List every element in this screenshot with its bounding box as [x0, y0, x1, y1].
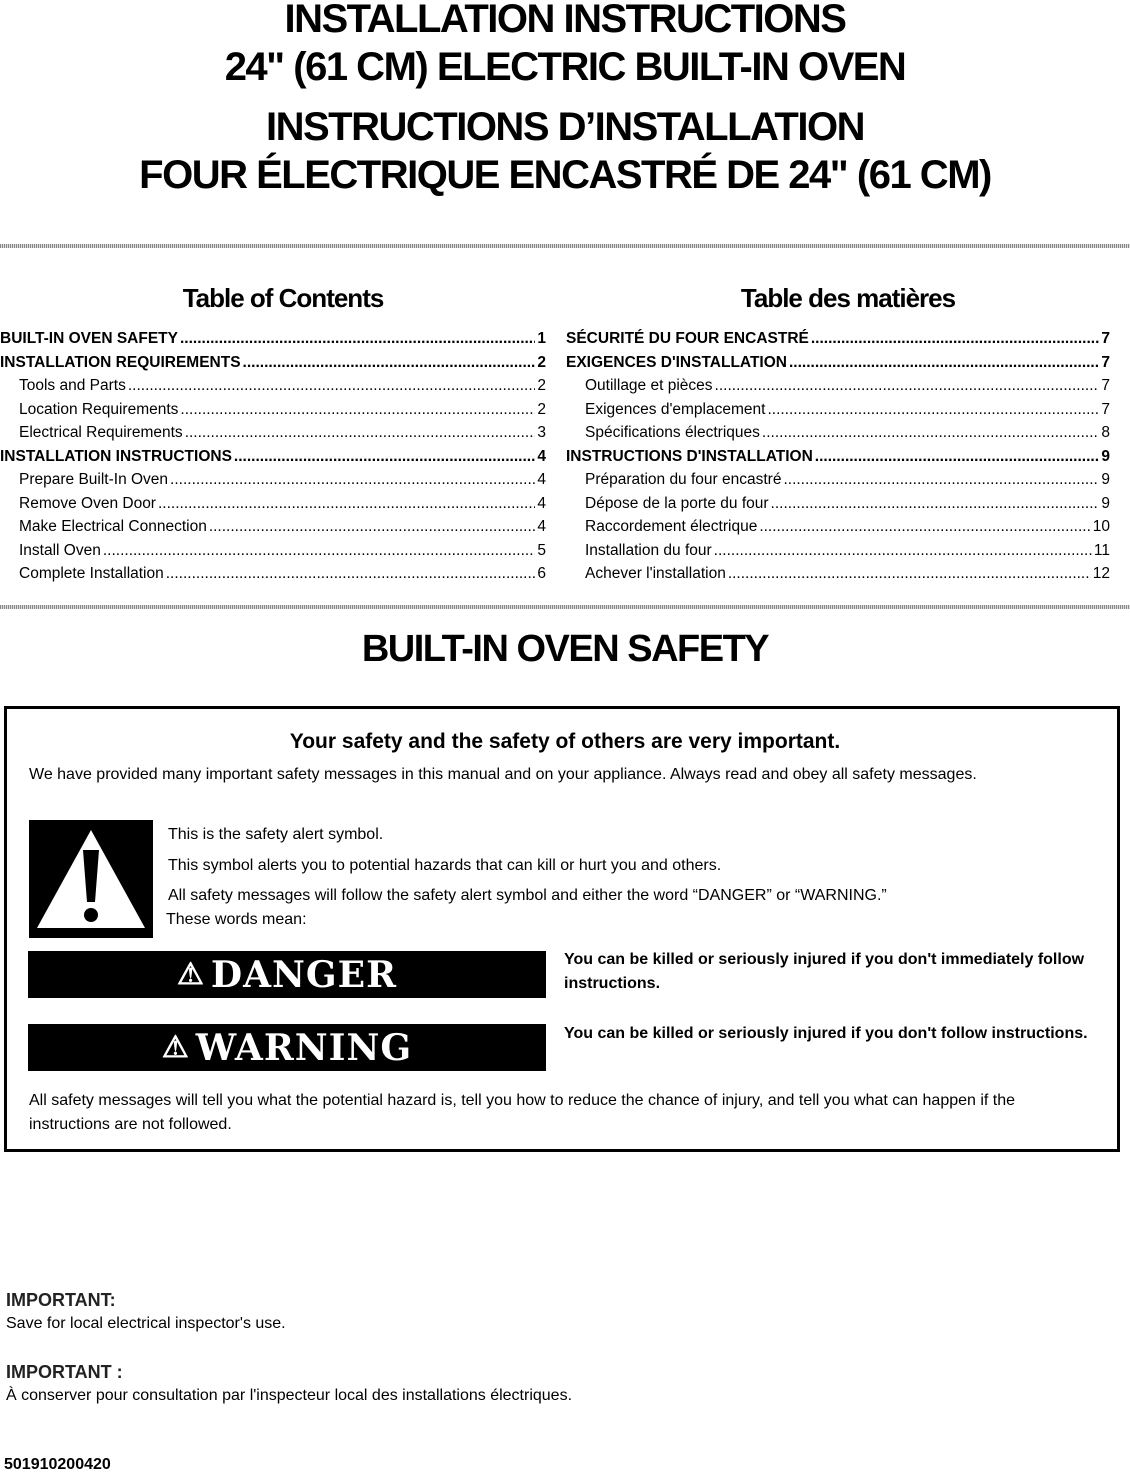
toc-leader-dots — [128, 377, 536, 395]
fr-toc-entry[interactable] — [566, 471, 1110, 495]
toc-entry-label: Spécifications électriques — [585, 424, 760, 441]
warning-label — [28, 1024, 546, 1071]
important-text-en: Save for local electrical inspector's use. — [6, 1315, 286, 1332]
warning-alert-icon: ⚠ — [161, 1030, 190, 1065]
toc-entry-label: INSTALLATION REQUIREMENTS — [0, 353, 241, 371]
toc-entry-label: INSTALLATION INSTRUCTIONS — [0, 447, 232, 465]
toc-leader-dots — [103, 542, 536, 560]
toc-leader-dots — [811, 330, 1100, 348]
toc-entry-page: 1 — [537, 330, 546, 347]
danger-label-text: DANGER — [210, 953, 398, 996]
toc-entry-label: Complete Installation — [19, 565, 164, 582]
toc-leader-dots — [714, 542, 1092, 560]
toc-leader-dots — [771, 495, 1100, 513]
toc-entry-label: Install Oven — [19, 541, 101, 559]
toc-entry-label: Prepare Built-In Oven — [19, 471, 169, 488]
toc-entry-page: 2 — [537, 377, 546, 394]
important-heading-en: IMPORTANT: — [6, 1290, 116, 1310]
part-number: 501910200420 — [4, 1456, 111, 1473]
toc-entry-label: Préparation du four encastré — [585, 471, 782, 488]
toc-list-en — [0, 330, 546, 589]
fr-toc-entry[interactable] — [566, 330, 1110, 354]
toc-entry-label: Exigences d'emplacement — [585, 400, 766, 418]
alert-line-1: This is the safety alert symbol. — [168, 826, 384, 843]
title-line-1: INSTALLATION INSTRUCTIONS — [284, 0, 846, 41]
toc-entry-label: INSTRUCTIONS D'INSTALLATION — [566, 447, 813, 465]
toc-leader-dots — [815, 448, 1100, 466]
en-toc-entry[interactable] — [0, 401, 546, 425]
toc-leader-dots — [185, 424, 536, 442]
toc-entry-page: 11 — [1093, 541, 1110, 559]
en-toc-entry[interactable] — [0, 495, 546, 519]
title-line-2: 24" (61 CM) ELECTRIC BUILT-IN OVEN — [224, 45, 906, 89]
important-heading-fr: IMPORTANT : — [6, 1362, 123, 1382]
fr-toc-entry[interactable] — [566, 424, 1110, 448]
toc-entry-page: 8 — [1101, 424, 1110, 441]
toc-entry-page: 7 — [1101, 330, 1110, 347]
toc-heading-fr: Table des matières — [740, 283, 956, 313]
fr-toc-entry[interactable] — [566, 542, 1110, 566]
danger-description: You can be killed or seriously injured if you don't immediately follow instructions. — [564, 951, 1085, 992]
toc-entry-page: 2 — [537, 400, 546, 418]
toc-entry-label: Tools and Parts — [19, 377, 126, 394]
toc-entry-page: 7 — [1101, 400, 1110, 418]
toc-leader-dots — [789, 354, 1099, 372]
toc-leader-dots — [759, 518, 1090, 536]
toc-leader-dots — [180, 330, 535, 348]
toc-list-fr — [566, 330, 1110, 589]
toc-heading-en: Table of Contents — [182, 283, 384, 313]
en-toc-entry[interactable] — [0, 471, 546, 495]
toc-leader-dots — [762, 424, 1099, 442]
toc-entry-page: 9 — [1101, 494, 1110, 512]
toc-entry-page: 7 — [1101, 377, 1110, 394]
safety-intro: We have provided many important safety messages in this manual and on your appliance. Always read and obey all safety messages. — [29, 766, 977, 783]
fr-toc-entry[interactable] — [566, 448, 1110, 472]
important-text-fr: À conserver pour consultation par l'inspecteur local des installations électriques. — [6, 1387, 573, 1404]
toc-entry-page: 4 — [537, 518, 546, 535]
alert-line-2: This symbol alerts you to potential hazards that can kill or hurt you and others. — [168, 857, 722, 874]
toc-leader-dots — [158, 495, 535, 513]
en-toc-entry[interactable] — [0, 542, 546, 566]
alert-line-4: These words mean: — [166, 911, 307, 928]
toc-entry-label: Make Electrical Connection — [19, 518, 207, 535]
title-line-3: INSTRUCTIONS D’INSTALLATION — [266, 105, 864, 149]
toc-entry-page: 4 — [537, 494, 546, 512]
toc-entry-label: BUILT-IN OVEN SAFETY — [0, 330, 178, 347]
fr-toc-entry[interactable] — [566, 354, 1110, 378]
toc-entry-page: 3 — [537, 424, 546, 441]
toc-entry-label: Installation du four — [585, 541, 712, 559]
toc-leader-dots — [209, 518, 536, 536]
safety-outro: All safety messages will tell you what the potential hazard is, tell you how to reduce the chance of injury, and tell you what can happen if the instructions are not followed. — [29, 1092, 1016, 1133]
divider-middle — [0, 605, 1130, 609]
fr-toc-entry[interactable] — [566, 495, 1110, 519]
toc-entry-label: Achever l'installation — [585, 565, 726, 582]
toc-leader-dots — [170, 471, 535, 489]
toc-leader-dots — [180, 401, 535, 419]
fr-toc-entry[interactable] — [566, 565, 1110, 589]
toc-entry-label: Dépose de la porte du four — [585, 494, 769, 512]
toc-entry-page: 6 — [537, 565, 546, 582]
toc-entry-label: Electrical Requirements — [19, 424, 183, 441]
toc-leader-dots — [783, 471, 1099, 489]
safety-alert-icon — [29, 820, 153, 938]
toc-leader-dots — [243, 354, 536, 372]
danger-alert-icon: ⚠ — [176, 957, 205, 992]
toc-entry-label: Raccordement électrique — [585, 518, 758, 535]
toc-leader-dots — [728, 565, 1091, 583]
en-toc-entry[interactable] — [0, 424, 546, 448]
fr-toc-entry[interactable] — [566, 377, 1110, 401]
toc-entry-page: 10 — [1092, 518, 1110, 535]
toc-entry-page: 9 — [1101, 471, 1110, 488]
toc-entry-page: 4 — [537, 471, 546, 488]
danger-label — [28, 951, 546, 998]
toc-leader-dots — [715, 377, 1100, 395]
toc-entry-label: Outillage et pièces — [585, 377, 713, 394]
en-toc-entry[interactable] — [0, 448, 546, 472]
toc-entry-label: Location Requirements — [19, 400, 179, 418]
warning-description: You can be killed or seriously injured if you don't follow instructions. — [564, 1025, 1088, 1042]
toc-entry-page: 9 — [1101, 447, 1110, 465]
toc-leader-dots — [166, 565, 536, 583]
section-title: BUILT-IN OVEN SAFETY — [361, 628, 769, 670]
title-line-4: FOUR ÉLECTRIQUE ENCASTRÉ DE 24" (61 CM) — [139, 153, 991, 197]
toc-entry-label: SÉCURITÉ DU FOUR ENCASTRÉ — [566, 330, 809, 347]
toc-leader-dots — [767, 401, 1099, 419]
fr-toc-entry[interactable] — [566, 518, 1110, 542]
toc-entry-page: 12 — [1092, 565, 1110, 582]
en-toc-entry[interactable] — [0, 354, 546, 378]
en-toc-entry[interactable] — [0, 377, 546, 401]
safety-heading: Your safety and the safety of others are very important. — [289, 730, 841, 753]
fr-toc-entry[interactable] — [566, 401, 1110, 425]
en-toc-entry[interactable] — [0, 565, 546, 589]
en-toc-entry[interactable] — [0, 330, 546, 354]
toc-leader-dots — [234, 448, 535, 466]
toc-entry-page: 2 — [537, 353, 546, 371]
en-toc-entry[interactable] — [0, 518, 546, 542]
warning-label-text: WARNING — [195, 1026, 413, 1069]
toc-entry-label: EXIGENCES D'INSTALLATION — [566, 353, 787, 371]
alert-line-3: All safety messages will follow the safety alert symbol and either the word “DANGER” or “WARNING.” — [168, 887, 887, 904]
toc-entry-page: 7 — [1101, 353, 1110, 371]
toc-entry-page: 5 — [537, 541, 546, 559]
toc-entry-page: 4 — [537, 447, 546, 465]
toc-entry-label: Remove Oven Door — [19, 494, 156, 512]
divider-top — [0, 244, 1130, 248]
